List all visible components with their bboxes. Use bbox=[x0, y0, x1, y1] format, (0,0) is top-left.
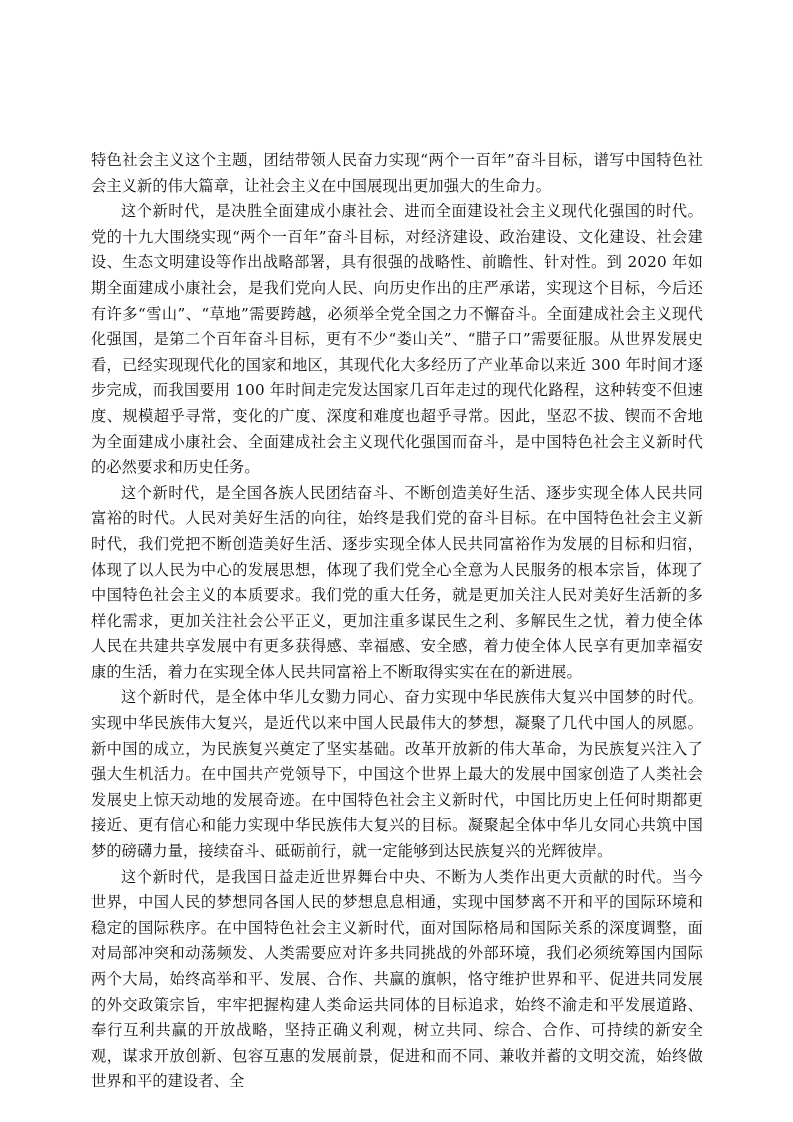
paragraph-continuation: 特色社会主义这个主题，团结带领人民奋力实现“两个一百年”奋斗目标，谱写中国特色社会主义新的伟大篇章，让社会主义在中国展现出更加强大的生命力。 bbox=[91, 151, 703, 195]
paragraph-world-stage: 这个新时代，是我国日益走近世界舞台中央、不断为人类作出更大贡献的时代。当今世界，中国人民的梦想同各国人民的梦想息息相通，实现中国梦离不开和平的国际环境和稳定的国际秩序。在中国特色社会主义新时代，面对国际格局和国际关系的深度调整，面对局部冲突和动荡频发、人类需要应对许多共同挑战的外部环境，我们必须统筹国内国际两个大局，始终高举和平、发展、合作、共赢的旗帜，恪守维护世界和平、促进共同发展的外交政策宗旨，牢牢把握构建人类命运共同体的目标追求，始终不渝走和平发展道路、奉行互利共赢的开放战略，坚持正确义利观，树立共同、综合、合作、可持续的新安全观，谋求开放创新、包容互惠的发展前景，促进和而不同、兼收并蓄的文明交流，始终做世界和平的建设者、全 bbox=[91, 867, 703, 1091]
paragraph-moderately-prosperous-society: 这个新时代，是决胜全面建成小康社会、进而全面建设社会主义现代化强国的时代。党的十九大围绕实现“两个一百年”奋斗目标，对经济建设、政治建设、文化建设、社会建设、生态文明建设等作出战略部署，具有很强的战略性、前瞻性、针对性。到 2020 年如期全面建成小康社会，是我们党向人民、向历史作出的庄严承诺，实现这个目标，今后还有许多“雪山”、“草地”需要跨越，必须举全党全国之力不懈奋斗。全面建成社会主义现代化强国，是第二个百年奋斗目标，更有不少“娄山关”、“腊子口”需要征服。从世界发展史看，已经实现现代化的国家和地区，其现代化大多经历了产业革命以来近 300 年时间才逐步完成，而我国要用 100 年时间走完发达国家几百年走过的现代化路程，这种转变不但速度、规模超乎寻常，变化的广度、深度和难度也超乎寻常。因此，坚忍不拔、锲而不舍地为全面建成小康社会、全面建成社会主义现代化强国而奋斗，是中国特色社会主义新时代的必然要求和历史任务。 bbox=[91, 202, 703, 477]
paragraph-national-rejuvenation: 这个新时代，是全体中华儿女勠力同心、奋力实现中华民族伟大复兴中国梦的时代。实现中华民族伟大复兴，是近代以来中国人民最伟大的梦想，凝聚了几代中国人的夙愿。新中国的成立，为民族复兴奠定了坚实基础。改革开放新的伟大革命，为民族复兴注入了强大生机活力。在中国共产党领导下，中国这个世界上最大的发展中国家创造了人类社会发展史上惊天动地的发展奇迹。在中国特色社会主义新时代，中国比历史上任何时期都更接近、更有信心和能力实现中华民族伟大复兴的目标。凝聚起全体中华儿女同心共筑中国梦的磅礴力量，接续奋斗、砥砺前行，就一定能够到达民族复兴的光辉彼岸。 bbox=[91, 688, 703, 861]
document-body bbox=[91, 148, 703, 1095]
paragraph-common-prosperity: 这个新时代，是全国各族人民团结奋斗、不断创造美好生活、逐步实现全体人民共同富裕的时代。人民对美好生活的向往，始终是我们党的奋斗目标。在中国特色社会主义新时代，我们党把不断创造美好生活、逐步实现全体人民共同富裕作为发展的目标和归宿，体现了以人民为中心的发展思想，体现了我们党全心全意为人民服务的根本宗旨，体现了中国特色社会主义的本质要求。我们党的重大任务，就是更加关注人民对美好生活新的多样化需求，更加关注社会公平正义，更加注重多谋民生之利、多解民生之忧，着力使全体人民在共建共享发展中有更多获得感、幸福感、安全感，着力使全体人民享有更加幸福安康的生活，着力在实现全体人民共同富裕上不断取得实实在在的新进展。 bbox=[91, 483, 703, 681]
